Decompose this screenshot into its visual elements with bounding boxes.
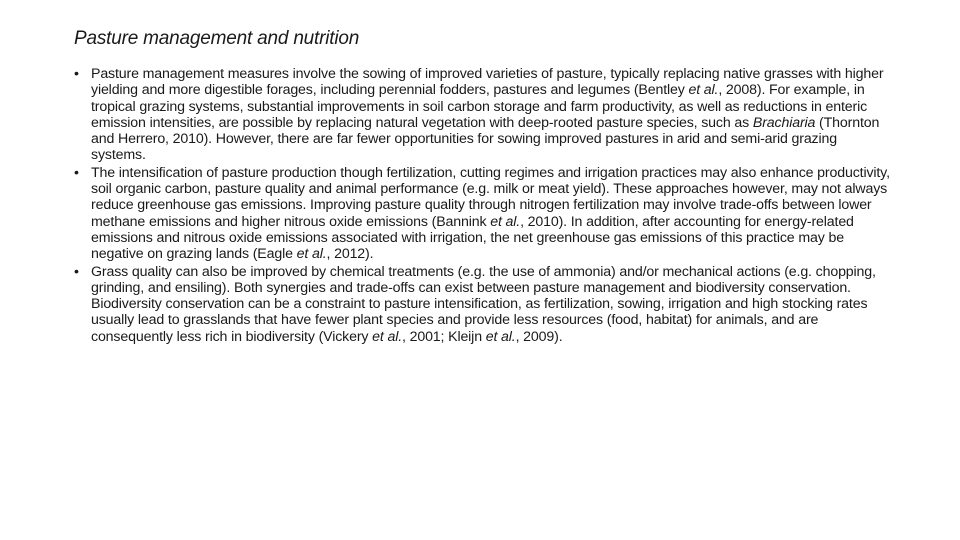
italic-run: Brachiaria — [752, 114, 816, 131]
italic-run: et al. — [372, 328, 402, 345]
text-run: Grass quality can also be improved by chemical treatments (e.g. the use of ammonia) and/or mechanical actions (e.g. chopping, grinding, and ensiling). Both synergies and trade-offs can exist between pasture management and biodiversity conservation. Biodiversity conservation can be a constraint to pasture intensification, as fertilization, sowing, irrigation and high stocking rates usually lead to grasslands that have fewer plant species and provide less resources (food, habitat) for animals, and are consequently less rich in biodiversity (Vickery — [91, 263, 876, 345]
bullet-marker: • — [74, 66, 79, 82]
bullet-text — [91, 66, 883, 163]
bullet-text — [91, 165, 890, 262]
italic-run: et al. — [490, 213, 521, 230]
text-run: The intensification of pasture production though fertilization, cutting regimes and irrigation practices may also enhance productivity, soil organic carbon, pasture quality and animal performance (e.g. milk or meat yield). These approaches however, may not always reduce greenhouse gas emissions. Improving pasture quality through nitrogen fertilization may involve trade-offs between lower methane emissions and higher nitrous oxide emissions (Bannink — [91, 164, 890, 230]
text-run: , 2009). — [515, 328, 563, 345]
italic-run: et al. — [688, 82, 719, 99]
bullet-item — [74, 264, 894, 345]
text-run: , 2001; Kleijn — [402, 328, 486, 345]
slide-title: Pasture management and nutrition — [74, 28, 360, 49]
italic-run: et al. — [296, 246, 327, 263]
bullet-text — [91, 264, 876, 345]
bullet-marker: • — [74, 263, 79, 280]
bullet-item — [74, 66, 894, 164]
italic-run: et al. — [485, 328, 516, 345]
bullet-marker: • — [74, 164, 79, 181]
bullet-item — [74, 165, 894, 263]
text-run: , 2008). For example, in tropical grazing systems, substantial improvements in soil carbon storage and farm productivity, as well as reductions in enteric emission intensities, are possible by replacing natural vegetation with deep-rooted pasture species, such as — [91, 82, 868, 131]
text-run: , 2010). In addition, after accounting for energy-related emissions and nitrous oxide emissions associated with irrigation, the net greenhouse gas emissions of this practice may be negative on grazing lands (Eagle — [91, 213, 854, 263]
text-run: (Thornton and Herrero, 2010). However, there are far fewer opportunities for sowing improved pastures in arid and semi-arid grazing systems. — [91, 114, 880, 164]
bullet-list — [74, 66, 894, 346]
text-run: Pasture management measures involve the sowing of improved varieties of pasture, typically replacing native grasses with higher yielding and more digestible forages, including perennial fodders, pastures and legumes (Bentley — [91, 66, 884, 99]
text-run: , 2012). — [326, 246, 374, 263]
